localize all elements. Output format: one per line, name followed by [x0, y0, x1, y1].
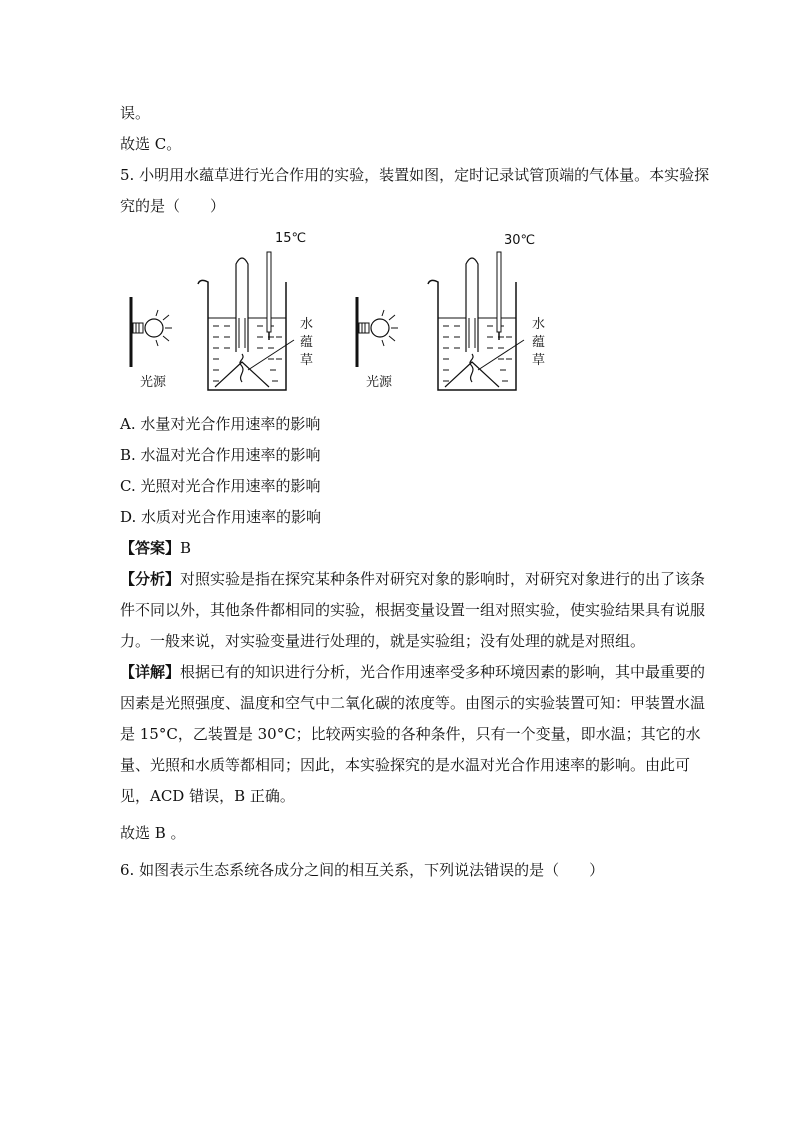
detail-line — [120, 662, 705, 682]
option-a: A. 水量对光合作用速率的影响 — [120, 415, 321, 433]
detail-text: 根据已有的知识进行分析，光合作用速率受多种环境因素的影响，其中最重要的 — [180, 663, 706, 681]
detail-tag: 【详解】 — [120, 663, 181, 681]
answer-value: B — [180, 539, 192, 557]
thermometer — [267, 252, 271, 332]
plant-label-char: 草 — [300, 353, 314, 368]
option-d: D. 水质对光合作用速率的影响 — [120, 508, 322, 526]
lightbulb-icon — [133, 310, 172, 346]
question-5-stem-cont: 究的是（ ） — [120, 197, 226, 215]
plant-label-char: 水 — [300, 317, 314, 332]
test-tube — [236, 258, 248, 352]
option-c: C. 光照对光合作用速率的影响 — [120, 477, 321, 495]
light-source-label: 光源 — [366, 375, 393, 390]
detail-text: 量、光照和水质等都相同；因此，本实验探究的是水温对光合作用速率的影响。由此可 — [120, 756, 691, 774]
test-tube — [466, 258, 478, 352]
thermometer — [497, 252, 501, 332]
temperature-label: 30℃ — [504, 233, 536, 248]
apparatus-right — [357, 233, 545, 390]
detail-text: 因素是光照强度、温度和空气中二氧化碳的浓度等。由图示的实验装置可知：甲装置水温 — [120, 694, 706, 712]
detail-text: 是 15°C，乙装置是 30°C；比较两实验的各种条件，只有一个变量，即水温；其它的水 — [120, 725, 701, 743]
plant-label-char: 蕴 — [532, 335, 546, 350]
lightbulb-icon — [359, 310, 398, 346]
answer-line — [120, 538, 191, 558]
experiment-figure — [120, 222, 560, 397]
apparatus-left — [131, 231, 313, 390]
analysis-text: 力。一般来说，对实验变量进行处理的，就是实验组；没有处理的就是对照组。 — [120, 632, 646, 650]
text-line: 故选 C。 — [120, 135, 182, 153]
question-5-stem: 5. 小明用水蕴草进行光合作用的实验，装置如图，定时记录试管顶端的气体量。本实验探 — [120, 166, 710, 184]
analysis-text: 对照实验是指在探究某种条件对研究对象的影响时，对研究对象进行的出了该条 — [180, 570, 706, 588]
plant-label-char: 水 — [532, 317, 546, 332]
temperature-label: 15℃ — [275, 231, 307, 246]
waterweed — [240, 354, 243, 382]
analysis-tag: 【分析】 — [120, 570, 181, 588]
question-6-stem: 6. 如图表示生态系统各成分之间的相互关系，下列说法错误的是（ ） — [120, 861, 605, 879]
waterweed — [470, 354, 473, 382]
text-line: 误。 — [120, 104, 151, 122]
analysis-line — [120, 569, 705, 589]
plant-label-char: 蕴 — [300, 335, 314, 350]
answer-tag: 【答案】 — [120, 539, 181, 557]
analysis-text: 件不同以外，其他条件都相同的实验，根据变量设置一组对照实验，使实验结果具有说服 — [120, 601, 706, 619]
option-b: B. 水温对光合作用速率的影响 — [120, 446, 321, 464]
detail-text: 见，ACD 错误，B 正确。 — [120, 787, 295, 805]
plant-label-char: 草 — [532, 353, 546, 368]
final-answer: 故选 B 。 — [120, 824, 186, 842]
light-source-label: 光源 — [140, 375, 167, 390]
